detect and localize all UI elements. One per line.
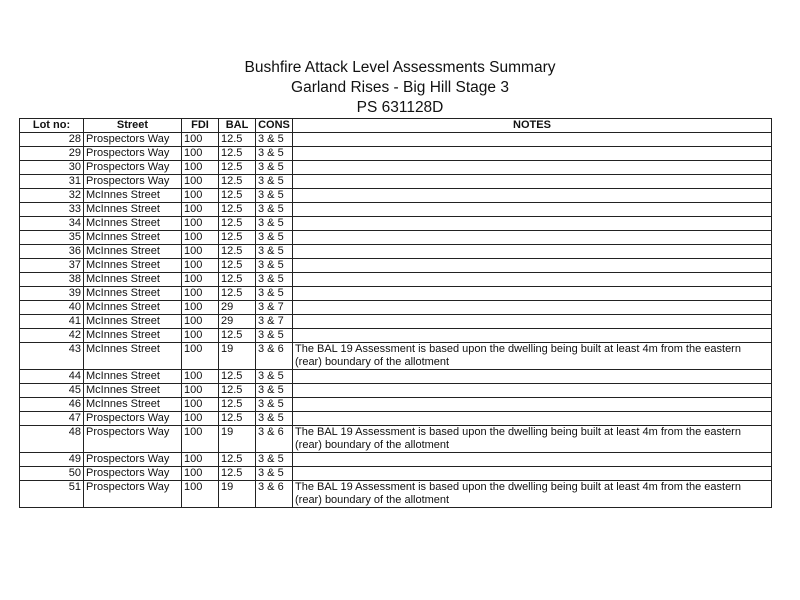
cell-lot: 33 (20, 203, 84, 217)
cell-lot: 48 (20, 426, 84, 453)
cell-street: McInnes Street (84, 273, 182, 287)
cell-street: Prospectors Way (84, 426, 182, 453)
cell-fdi: 100 (182, 175, 219, 189)
cell-notes: The BAL 19 Assessment is based upon the dwelling being built at least 4m from the eastern (rear) boundary of the allotment (293, 481, 772, 508)
cell-street: McInnes Street (84, 217, 182, 231)
cell-cons: 3 & 5 (256, 189, 293, 203)
cell-lot: 29 (20, 147, 84, 161)
cell-notes (293, 398, 772, 412)
cell-street: Prospectors Way (84, 481, 182, 508)
table-row (20, 453, 772, 467)
cell-cons: 3 & 5 (256, 161, 293, 175)
cell-fdi: 100 (182, 217, 219, 231)
cell-cons: 3 & 5 (256, 398, 293, 412)
cell-fdi: 100 (182, 412, 219, 426)
cell-bal: 29 (219, 301, 256, 315)
cell-notes (293, 175, 772, 189)
cell-bal: 12.5 (219, 245, 256, 259)
table-row (20, 259, 772, 273)
cell-lot: 44 (20, 370, 84, 384)
cell-notes (293, 412, 772, 426)
cell-cons: 3 & 5 (256, 175, 293, 189)
cell-lot: 42 (20, 329, 84, 343)
cell-bal: 12.5 (219, 217, 256, 231)
cell-cons: 3 & 6 (256, 481, 293, 508)
column-header-fdi: FDI (182, 119, 219, 133)
cell-lot: 32 (20, 189, 84, 203)
cell-bal: 19 (219, 426, 256, 453)
cell-street: McInnes Street (84, 301, 182, 315)
cell-cons: 3 & 5 (256, 453, 293, 467)
cell-lot: 36 (20, 245, 84, 259)
cell-notes (293, 231, 772, 245)
cell-fdi: 100 (182, 161, 219, 175)
cell-lot: 47 (20, 412, 84, 426)
table-row (20, 133, 772, 147)
cell-cons: 3 & 7 (256, 301, 293, 315)
cell-bal: 12.5 (219, 273, 256, 287)
cell-street: McInnes Street (84, 259, 182, 273)
cell-bal: 12.5 (219, 147, 256, 161)
cell-fdi: 100 (182, 384, 219, 398)
cell-fdi: 100 (182, 481, 219, 508)
cell-bal: 29 (219, 315, 256, 329)
cell-bal: 12.5 (219, 259, 256, 273)
table-row (20, 384, 772, 398)
table-row (20, 231, 772, 245)
cell-fdi: 100 (182, 287, 219, 301)
cell-notes (293, 203, 772, 217)
cell-notes (293, 217, 772, 231)
table-row (20, 189, 772, 203)
cell-lot: 43 (20, 343, 84, 370)
cell-fdi: 100 (182, 273, 219, 287)
cell-bal: 12.5 (219, 231, 256, 245)
document-title: Bushfire Attack Level Assessments Summary (244, 59, 556, 76)
table-row (20, 245, 772, 259)
cell-cons: 3 & 5 (256, 231, 293, 245)
table-row (20, 481, 772, 508)
cell-lot: 51 (20, 481, 84, 508)
cell-cons: 3 & 5 (256, 273, 293, 287)
cell-lot: 30 (20, 161, 84, 175)
cell-lot: 46 (20, 398, 84, 412)
document-header (0, 58, 800, 118)
cell-fdi: 100 (182, 259, 219, 273)
cell-cons: 3 & 5 (256, 203, 293, 217)
cell-cons: 3 & 6 (256, 343, 293, 370)
cell-notes (293, 315, 772, 329)
cell-cons: 3 & 5 (256, 370, 293, 384)
cell-bal: 19 (219, 343, 256, 370)
cell-fdi: 100 (182, 329, 219, 343)
cell-fdi: 100 (182, 453, 219, 467)
cell-fdi: 100 (182, 133, 219, 147)
cell-street: Prospectors Way (84, 133, 182, 147)
cell-lot: 34 (20, 217, 84, 231)
cell-bal: 12.5 (219, 398, 256, 412)
cell-fdi: 100 (182, 231, 219, 245)
cell-bal: 12.5 (219, 133, 256, 147)
cell-cons: 3 & 5 (256, 329, 293, 343)
table-row (20, 426, 772, 453)
cell-lot: 31 (20, 175, 84, 189)
cell-notes (293, 161, 772, 175)
cell-notes (293, 273, 772, 287)
cell-street: McInnes Street (84, 203, 182, 217)
cell-street: McInnes Street (84, 245, 182, 259)
cell-fdi: 100 (182, 245, 219, 259)
table-row (20, 203, 772, 217)
cell-street: Prospectors Way (84, 175, 182, 189)
cell-street: McInnes Street (84, 398, 182, 412)
table-row (20, 315, 772, 329)
cell-cons: 3 & 5 (256, 287, 293, 301)
cell-notes (293, 453, 772, 467)
cell-notes (293, 147, 772, 161)
cell-lot: 39 (20, 287, 84, 301)
cell-lot: 28 (20, 133, 84, 147)
table-row (20, 287, 772, 301)
cell-notes (293, 133, 772, 147)
column-header-notes: NOTES (293, 119, 772, 133)
cell-cons: 3 & 7 (256, 315, 293, 329)
cell-lot: 40 (20, 301, 84, 315)
cell-street: McInnes Street (84, 370, 182, 384)
cell-fdi: 100 (182, 301, 219, 315)
table-row (20, 329, 772, 343)
cell-cons: 3 & 5 (256, 217, 293, 231)
cell-street: McInnes Street (84, 287, 182, 301)
column-header-street: Street (84, 119, 182, 133)
cell-bal: 12.5 (219, 370, 256, 384)
cell-cons: 3 & 6 (256, 426, 293, 453)
cell-bal: 12.5 (219, 175, 256, 189)
cell-fdi: 100 (182, 147, 219, 161)
cell-notes (293, 384, 772, 398)
cell-bal: 12.5 (219, 329, 256, 343)
cell-cons: 3 & 5 (256, 467, 293, 481)
cell-bal: 12.5 (219, 384, 256, 398)
cell-fdi: 100 (182, 203, 219, 217)
cell-street: Prospectors Way (84, 147, 182, 161)
cell-lot: 45 (20, 384, 84, 398)
column-header-bal: BAL (219, 119, 256, 133)
cell-bal: 12.5 (219, 412, 256, 426)
cell-street: McInnes Street (84, 329, 182, 343)
cell-fdi: 100 (182, 426, 219, 453)
cell-street: Prospectors Way (84, 412, 182, 426)
column-header-cons: CONS (256, 119, 293, 133)
table-row (20, 467, 772, 481)
cell-lot: 35 (20, 231, 84, 245)
cell-fdi: 100 (182, 370, 219, 384)
table-row (20, 217, 772, 231)
cell-street: Prospectors Way (84, 453, 182, 467)
cell-fdi: 100 (182, 467, 219, 481)
cell-fdi: 100 (182, 343, 219, 370)
cell-lot: 41 (20, 315, 84, 329)
cell-street: McInnes Street (84, 384, 182, 398)
cell-bal: 12.5 (219, 203, 256, 217)
cell-notes (293, 301, 772, 315)
cell-lot: 37 (20, 259, 84, 273)
table-row (20, 370, 772, 384)
cell-cons: 3 & 5 (256, 245, 293, 259)
table-row (20, 273, 772, 287)
table-row (20, 398, 772, 412)
cell-bal: 12.5 (219, 189, 256, 203)
cell-bal: 19 (219, 481, 256, 508)
cell-cons: 3 & 5 (256, 412, 293, 426)
cell-lot: 50 (20, 467, 84, 481)
plan-number: PS 631128D (356, 99, 444, 116)
cell-bal: 12.5 (219, 287, 256, 301)
cell-street: Prospectors Way (84, 467, 182, 481)
cell-lot: 49 (20, 453, 84, 467)
cell-bal: 12.5 (219, 467, 256, 481)
cell-cons: 3 & 5 (256, 133, 293, 147)
cell-notes: The BAL 19 Assessment is based upon the dwelling being built at least 4m from the eastern (rear) boundary of the allotment (293, 343, 772, 370)
table-row (20, 161, 772, 175)
table-row (20, 343, 772, 370)
cell-street: McInnes Street (84, 343, 182, 370)
cell-notes (293, 467, 772, 481)
cell-bal: 12.5 (219, 453, 256, 467)
bal-assessment-table (19, 118, 772, 508)
cell-lot: 38 (20, 273, 84, 287)
table-row (20, 301, 772, 315)
cell-notes (293, 287, 772, 301)
cell-fdi: 100 (182, 189, 219, 203)
cell-fdi: 100 (182, 398, 219, 412)
cell-bal: 12.5 (219, 161, 256, 175)
cell-street: McInnes Street (84, 315, 182, 329)
cell-cons: 3 & 5 (256, 384, 293, 398)
table-row (20, 412, 772, 426)
cell-cons: 3 & 5 (256, 259, 293, 273)
table-header-row (20, 119, 772, 133)
cell-notes: The BAL 19 Assessment is based upon the dwelling being built at least 4m from the eastern (rear) boundary of the allotment (293, 426, 772, 453)
cell-notes (293, 370, 772, 384)
cell-street: Prospectors Way (84, 161, 182, 175)
table-row (20, 147, 772, 161)
cell-notes (293, 189, 772, 203)
cell-street: McInnes Street (84, 231, 182, 245)
cell-notes (293, 259, 772, 273)
cell-cons: 3 & 5 (256, 147, 293, 161)
cell-fdi: 100 (182, 315, 219, 329)
cell-notes (293, 245, 772, 259)
document-subtitle: Garland Rises - Big Hill Stage 3 (291, 79, 509, 96)
cell-street: McInnes Street (84, 189, 182, 203)
table-row (20, 175, 772, 189)
cell-notes (293, 329, 772, 343)
column-header-lot: Lot no: (20, 119, 84, 133)
